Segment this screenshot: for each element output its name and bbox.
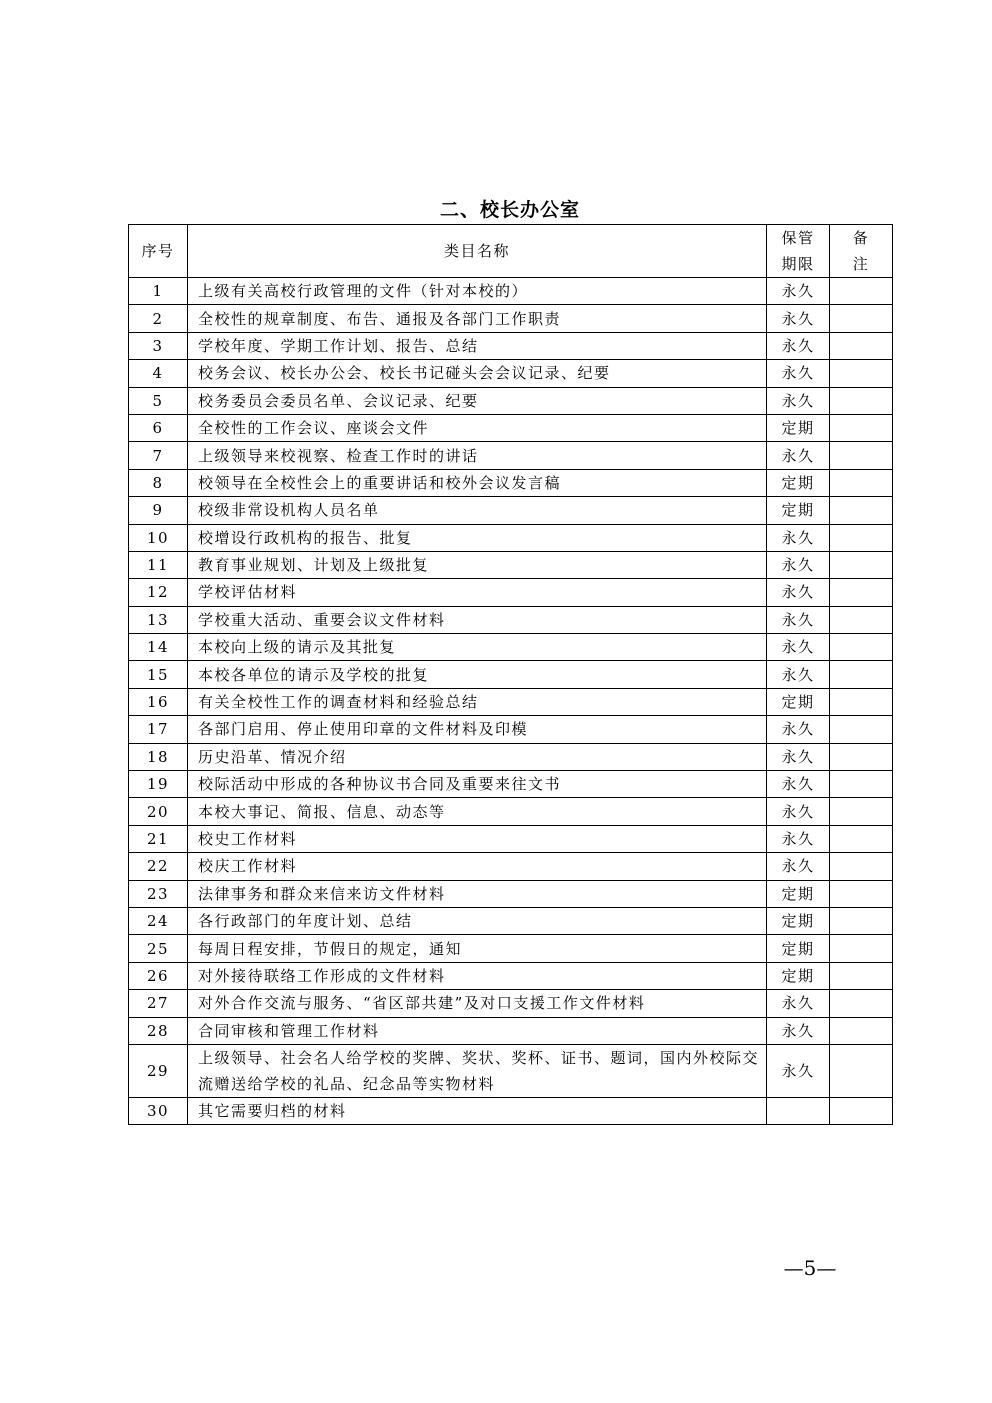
row-number: 11 <box>129 551 188 578</box>
row-term: 永久 <box>767 278 830 305</box>
table-row <box>129 771 893 798</box>
row-note <box>830 442 893 469</box>
row-term: 永久 <box>767 634 830 661</box>
row-name: 校史工作材料 <box>188 825 767 852</box>
row-note <box>830 305 893 332</box>
row-note <box>830 853 893 880</box>
row-number: 7 <box>129 442 188 469</box>
table-row <box>129 634 893 661</box>
row-number: 6 <box>129 414 188 441</box>
row-term: 永久 <box>767 387 830 414</box>
row-note <box>830 798 893 825</box>
row-name: 法律事务和群众来信来访文件材料 <box>188 880 767 907</box>
row-number: 23 <box>129 880 188 907</box>
row-number: 9 <box>129 497 188 524</box>
row-name: 有关全校性工作的调查材料和经验总结 <box>188 688 767 715</box>
row-note <box>830 1044 893 1097</box>
row-name: 学校重大活动、重要会议文件材料 <box>188 606 767 633</box>
row-number: 3 <box>129 332 188 359</box>
table-header-row <box>129 225 893 278</box>
row-term: 永久 <box>767 825 830 852</box>
row-term: 定期 <box>767 935 830 962</box>
table-row <box>129 305 893 332</box>
table-row <box>129 360 893 387</box>
table-row <box>129 825 893 852</box>
row-term: 永久 <box>767 360 830 387</box>
row-name: 校增设行政机构的报告、批复 <box>188 524 767 551</box>
row-number: 30 <box>129 1097 188 1124</box>
row-number: 15 <box>129 661 188 688</box>
header-term-line1: 保管 <box>781 229 815 247</box>
row-name: 校务委员会委员名单、会议记录、纪要 <box>188 387 767 414</box>
row-term: 永久 <box>767 606 830 633</box>
table-row <box>129 414 893 441</box>
table-row <box>129 661 893 688</box>
header-term-line2: 期限 <box>781 255 815 273</box>
row-note <box>830 606 893 633</box>
row-number: 24 <box>129 907 188 934</box>
row-number: 2 <box>129 305 188 332</box>
row-number: 1 <box>129 278 188 305</box>
row-note <box>830 1097 893 1124</box>
row-name: 校务会议、校长办公会、校长书记碰头会会议记录、纪要 <box>188 360 767 387</box>
header-no: 序号 <box>129 225 188 278</box>
table-row <box>129 332 893 359</box>
row-note <box>830 990 893 1017</box>
page-number: —5— <box>783 1256 837 1280</box>
row-name: 上级领导来校视察、检查工作时的讲话 <box>188 442 767 469</box>
row-number: 19 <box>129 771 188 798</box>
row-number: 16 <box>129 688 188 715</box>
table-row <box>129 688 893 715</box>
row-note <box>830 634 893 661</box>
row-term: 定期 <box>767 962 830 989</box>
row-name: 全校性的规章制度、布告、通报及各部门工作职责 <box>188 305 767 332</box>
table-row <box>129 962 893 989</box>
row-note <box>830 743 893 770</box>
row-number: 5 <box>129 387 188 414</box>
row-term: 永久 <box>767 551 830 578</box>
row-term: 定期 <box>767 497 830 524</box>
table-row <box>129 1044 893 1097</box>
row-term: 永久 <box>767 442 830 469</box>
header-name: 类目名称 <box>188 225 767 278</box>
row-number: 22 <box>129 853 188 880</box>
row-name: 各行政部门的年度计划、总结 <box>188 907 767 934</box>
row-note <box>830 414 893 441</box>
row-note <box>830 825 893 852</box>
records-table <box>128 224 893 1125</box>
table-row <box>129 907 893 934</box>
row-name: 上级有关高校行政管理的文件（针对本校的） <box>188 278 767 305</box>
row-name: 其它需要归档的材料 <box>188 1097 767 1124</box>
row-number: 25 <box>129 935 188 962</box>
row-note <box>830 907 893 934</box>
row-name: 全校性的工作会议、座谈会文件 <box>188 414 767 441</box>
table-row <box>129 880 893 907</box>
row-note <box>830 716 893 743</box>
row-name: 教育事业规划、计划及上级批复 <box>188 551 767 578</box>
table-row <box>129 853 893 880</box>
row-number: 17 <box>129 716 188 743</box>
row-number: 26 <box>129 962 188 989</box>
row-name: 本校向上级的请示及其批复 <box>188 634 767 661</box>
header-term <box>767 225 830 278</box>
row-note <box>830 1017 893 1044</box>
section-title: 二、校长办公室 <box>439 199 580 221</box>
table-row <box>129 798 893 825</box>
row-number: 4 <box>129 360 188 387</box>
table-row <box>129 579 893 606</box>
header-note-line1: 备 <box>852 229 870 247</box>
header-note <box>830 225 893 278</box>
table-row <box>129 716 893 743</box>
table-row <box>129 743 893 770</box>
row-name: 学校评估材料 <box>188 579 767 606</box>
row-number: 27 <box>129 990 188 1017</box>
row-note <box>830 469 893 496</box>
row-term: 永久 <box>767 853 830 880</box>
table-row <box>129 469 893 496</box>
row-name: 校庆工作材料 <box>188 853 767 880</box>
row-note <box>830 524 893 551</box>
row-term: 永久 <box>767 1017 830 1044</box>
row-number: 10 <box>129 524 188 551</box>
row-number: 14 <box>129 634 188 661</box>
row-note <box>830 962 893 989</box>
row-name: 各部门启用、停止使用印章的文件材料及印模 <box>188 716 767 743</box>
row-name: 每周日程安排，节假日的规定，通知 <box>188 935 767 962</box>
table-row <box>129 1017 893 1044</box>
row-name: 上级领导、社会名人给学校的奖牌、奖状、奖杯、证书、题词，国内外校际交流赠送给学校的礼品、纪念品等实物材料 <box>188 1044 767 1097</box>
row-term: 永久 <box>767 1044 830 1097</box>
table-row <box>129 524 893 551</box>
table-row <box>129 1097 893 1124</box>
row-term: 永久 <box>767 716 830 743</box>
row-note <box>830 360 893 387</box>
row-name: 校际活动中形成的各种协议书合同及重要来往文书 <box>188 771 767 798</box>
row-note <box>830 688 893 715</box>
row-term: 永久 <box>767 524 830 551</box>
row-name: 校领导在全校性会上的重要讲话和校外会议发言稿 <box>188 469 767 496</box>
row-term: 定期 <box>767 688 830 715</box>
row-term: 定期 <box>767 414 830 441</box>
row-term: 永久 <box>767 798 830 825</box>
row-number: 29 <box>129 1044 188 1097</box>
row-number: 13 <box>129 606 188 633</box>
row-name: 本校大事记、简报、信息、动态等 <box>188 798 767 825</box>
row-number: 21 <box>129 825 188 852</box>
row-term: 定期 <box>767 469 830 496</box>
table-row <box>129 278 893 305</box>
row-name: 对外接待联络工作形成的文件材料 <box>188 962 767 989</box>
row-name: 对外合作交流与服务、“省区部共建”及对口支援工作文件材料 <box>188 990 767 1017</box>
row-term: 永久 <box>767 661 830 688</box>
table-row <box>129 935 893 962</box>
row-number: 20 <box>129 798 188 825</box>
header-note-line2: 注 <box>852 255 870 273</box>
row-name: 历史沿革、情况介绍 <box>188 743 767 770</box>
row-name: 合同审核和管理工作材料 <box>188 1017 767 1044</box>
table-row <box>129 606 893 633</box>
row-number: 8 <box>129 469 188 496</box>
row-note <box>830 551 893 578</box>
row-name: 学校年度、学期工作计划、报告、总结 <box>188 332 767 359</box>
row-name: 本校各单位的请示及学校的批复 <box>188 661 767 688</box>
row-note <box>830 771 893 798</box>
row-term: 定期 <box>767 907 830 934</box>
row-term: 永久 <box>767 990 830 1017</box>
table-row <box>129 497 893 524</box>
row-note <box>830 579 893 606</box>
row-note <box>830 497 893 524</box>
row-number: 28 <box>129 1017 188 1044</box>
row-note <box>830 880 893 907</box>
table-row <box>129 551 893 578</box>
row-term: 永久 <box>767 771 830 798</box>
row-term <box>767 1097 830 1124</box>
table-row <box>129 442 893 469</box>
row-term: 永久 <box>767 305 830 332</box>
row-term: 永久 <box>767 743 830 770</box>
row-note <box>830 935 893 962</box>
row-term: 永久 <box>767 579 830 606</box>
row-number: 12 <box>129 579 188 606</box>
row-name: 校级非常设机构人员名单 <box>188 497 767 524</box>
table-row <box>129 387 893 414</box>
row-note <box>830 278 893 305</box>
row-note <box>830 332 893 359</box>
table-row <box>129 990 893 1017</box>
row-term: 永久 <box>767 332 830 359</box>
row-term: 定期 <box>767 880 830 907</box>
row-note <box>830 387 893 414</box>
row-note <box>830 661 893 688</box>
row-number: 18 <box>129 743 188 770</box>
